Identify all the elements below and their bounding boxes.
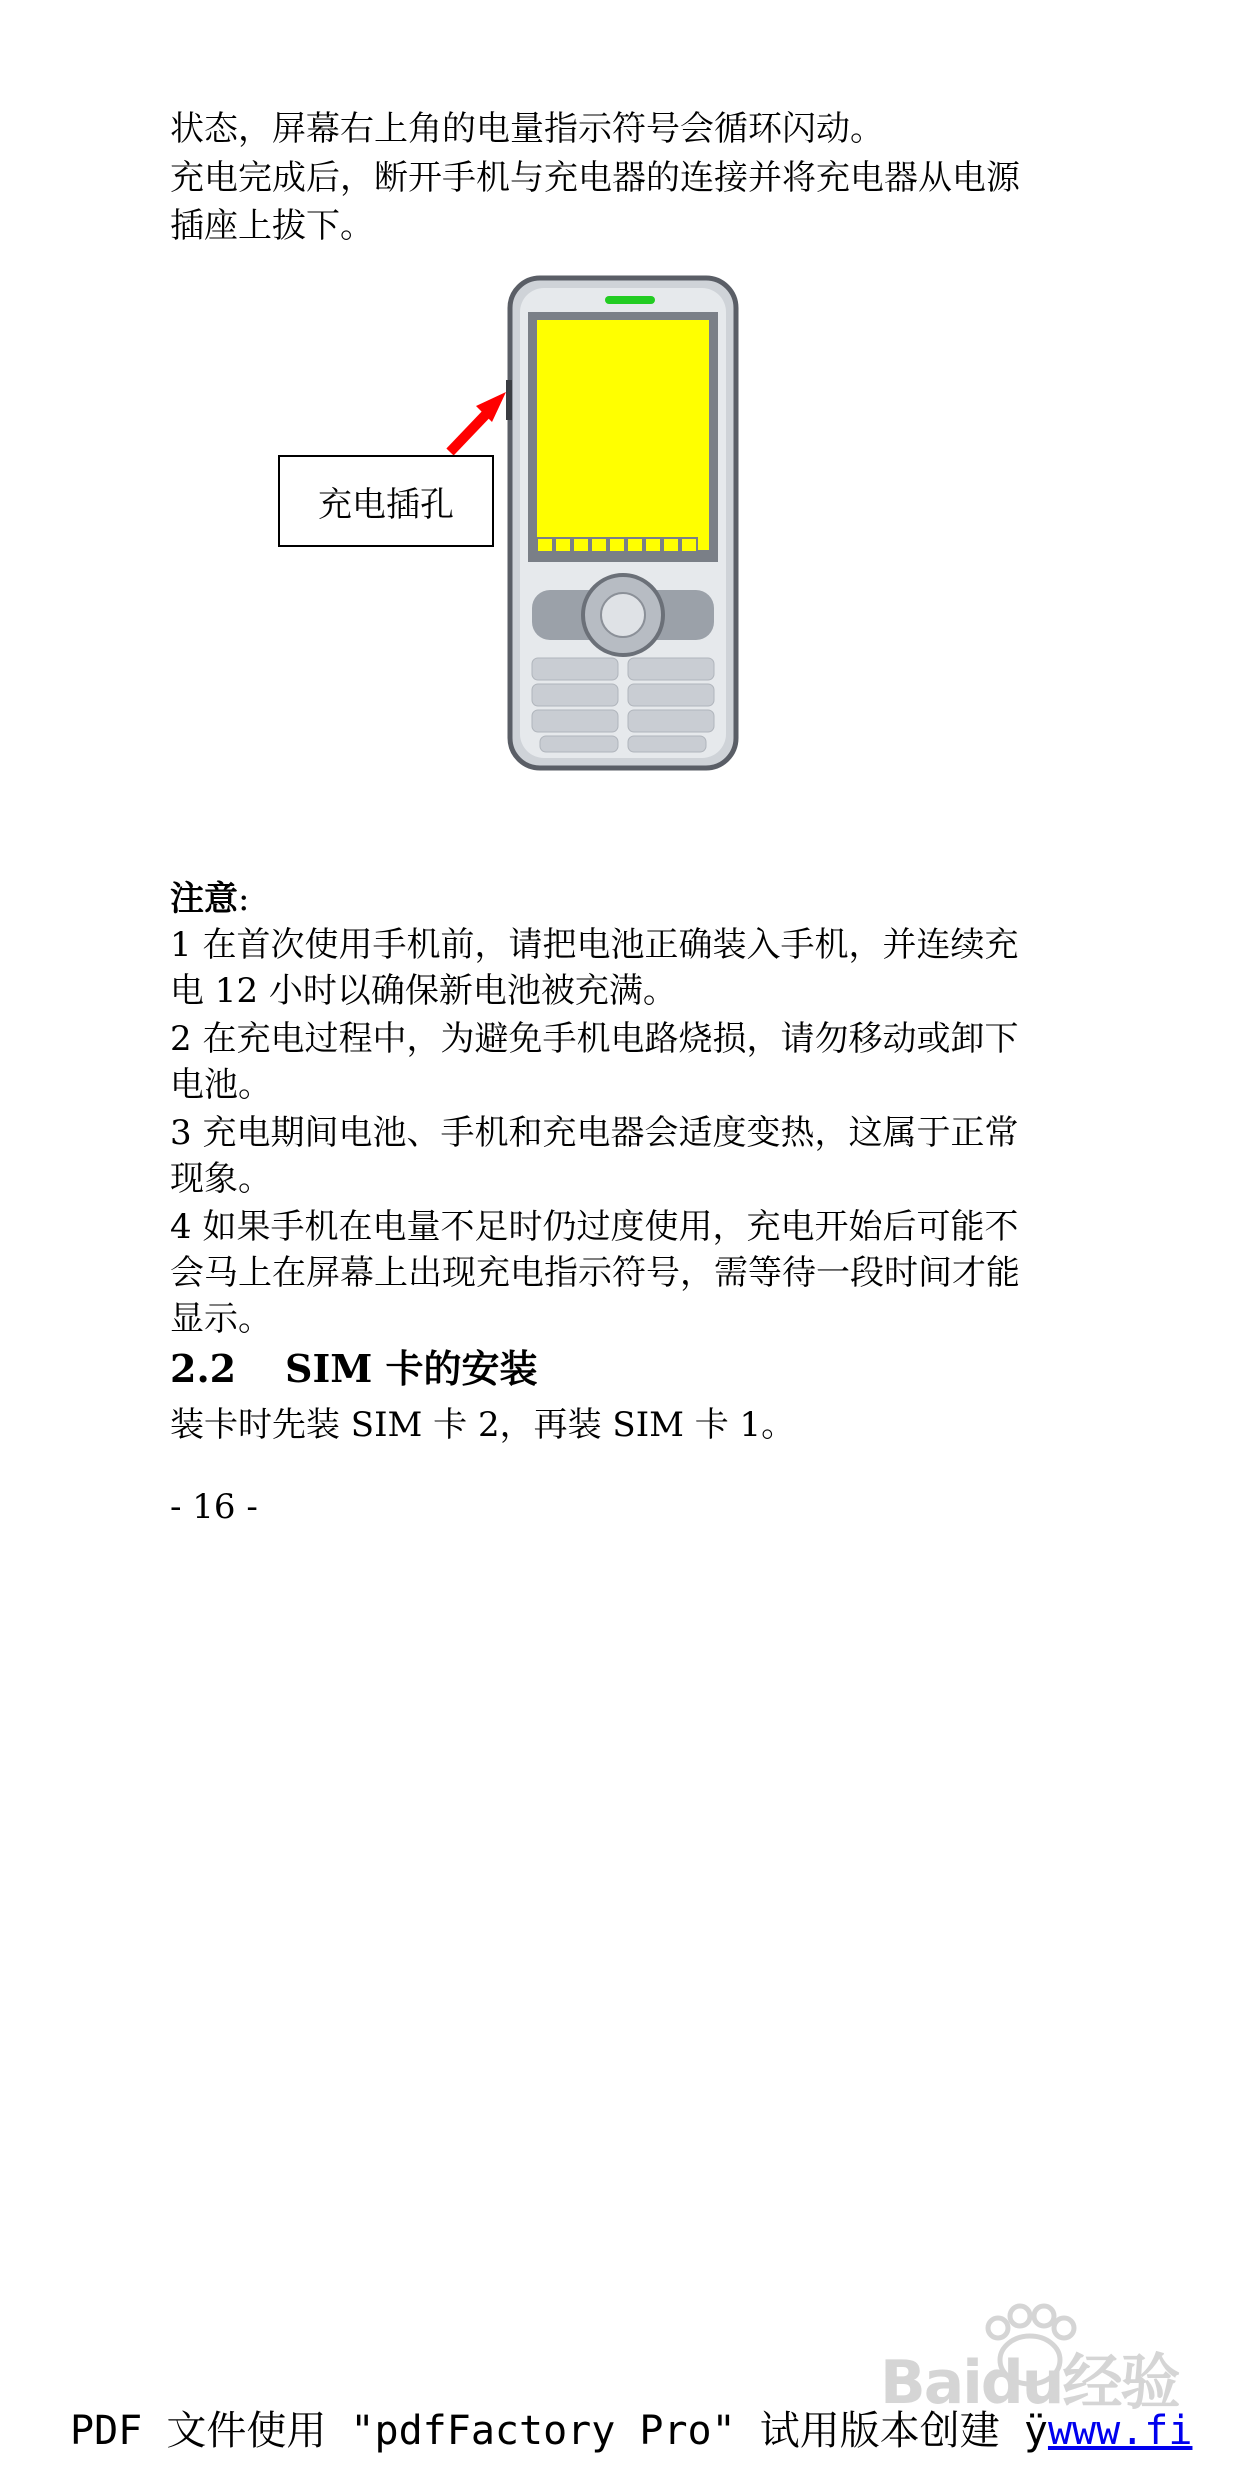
note-line: 2 在充电过程中，为避免手机电路烧损，请勿移动或卸下 [170, 1019, 1019, 1059]
notes-title-text: 注意 [170, 879, 238, 919]
section-number: 2.2 [170, 1346, 237, 1391]
charging-port [506, 380, 512, 420]
note-line: 4 如果手机在电量不足时仍过度使用，充电开始后可能不 [170, 1207, 1019, 1247]
phone-figure [270, 270, 750, 780]
footer-text: PDF 文件使用 "pdfFactory Pro" 试用版本创建 ÿ [70, 2408, 1048, 2454]
charging-port-callout: 充电插孔 [278, 455, 494, 547]
page-number: - 16 - [170, 1487, 258, 1527]
section-title: SIM 卡的安装 [285, 1346, 538, 1391]
paragraph-line: 状态，屏幕右上角的电量指示符号会循环闪动。 [170, 109, 884, 149]
footer-link[interactable]: www.fi [1047, 2408, 1193, 2454]
baidu-watermark [880, 2300, 1180, 2418]
notes-title-suffix: : [238, 879, 250, 919]
section-heading [170, 1344, 538, 1394]
arrow-icon [450, 392, 506, 452]
watermark-text: Baidu经验 [880, 2348, 1179, 2418]
note-line: 电池。 [170, 1065, 272, 1105]
section-body: 装卡时先装 SIM 卡 2，再装 SIM 卡 1。 [170, 1405, 796, 1445]
phone-screen [537, 320, 709, 550]
led-indicator [605, 296, 655, 304]
notes-title [170, 876, 1090, 922]
note-line: 显示。 [170, 1299, 272, 1339]
note-line: 1 在首次使用手机前，请把电池正确装入手机，并连续充 [170, 925, 1019, 965]
paragraph-line: 充电完成后，断开手机与充电器的连接并将充电器从电源 [170, 158, 1020, 198]
pdf-footer [70, 2404, 1192, 2458]
note-line: 会马上在屏幕上出现充电指示符号，需等待一段时间才能 [170, 1253, 1020, 1293]
note-line: 3 充电期间电池、手机和充电器会适度变热，这属于正常 [170, 1113, 1019, 1153]
note-line: 电 12 小时以确保新电池被充满。 [170, 971, 677, 1011]
note-line: 现象。 [170, 1159, 272, 1199]
paragraph-line: 插座上拔下。 [170, 206, 374, 246]
